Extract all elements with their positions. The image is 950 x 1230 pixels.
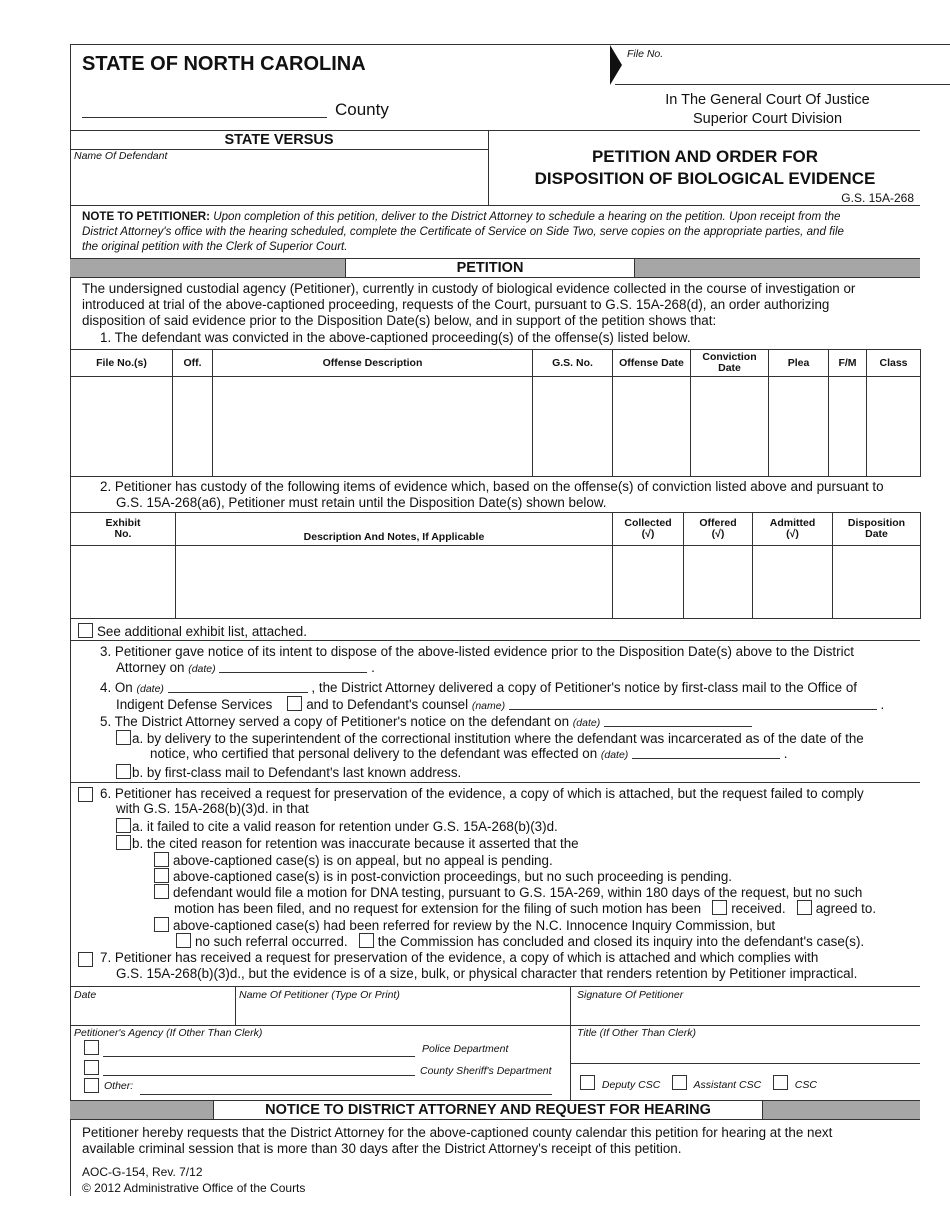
item-5b [116, 764, 461, 781]
date-label: Date [74, 989, 97, 1001]
text: above-captioned case(s) is in post-conviction proceedings, but no such proceeding is pending. [173, 869, 733, 884]
table-row[interactable] [71, 546, 921, 619]
text: defendant would file a motion for DNA testing, pursuant to G.S. 15A-269, within 180 days of the request, but no such [173, 885, 863, 900]
form-number: AOC-G-154, Rev. 7/12 [82, 1165, 203, 1179]
form-title [490, 146, 920, 190]
csc-label: CSC [794, 1079, 817, 1091]
item-7-line: 7. Petitioner has received a request for preservation of the evidence, a copy of which is attached and which complies with [100, 950, 819, 965]
col-offense-date: Offense Date [613, 350, 691, 377]
defendant-label: Name Of Defendant [74, 150, 168, 162]
received-checkbox[interactable] [712, 900, 727, 915]
personal-delivery-date-field[interactable] [632, 746, 780, 759]
col-conviction-date: Conviction Date [691, 350, 769, 377]
item-5a [116, 730, 864, 747]
note-line: District Attorney's office with the hearing scheduled, complete the Certificate of Service on Side Two, serve copies on the appropriate parties, and file [82, 225, 844, 238]
item-5-line [100, 714, 752, 731]
text: a. it failed to cite a valid reason for retention under G.S. 15A-268(b)(3)d. [132, 819, 558, 834]
text: the Commission has concluded and closed its inquiry into the defendant's case(s). [377, 934, 865, 949]
title-line-1: PETITION AND ORDER FOR [591, 147, 819, 166]
item-5a-line2 [150, 746, 788, 763]
additional-exhibit-checkbox[interactable] [78, 623, 93, 638]
date-label: (date) [188, 663, 216, 675]
state-title: STATE OF NORTH CAROLINA [82, 53, 366, 75]
sheriff-county-field[interactable] [103, 1075, 415, 1076]
text: notice, who certified that personal delivery to the defendant was effected on [150, 746, 598, 761]
agreed-checkbox[interactable] [797, 900, 812, 915]
text: motion has been filed, and no request for extension for the filing of such motion has been [174, 901, 702, 916]
reason-1 [154, 852, 553, 869]
petition-bar [70, 258, 920, 278]
reason-4-options [176, 933, 864, 950]
text: . [780, 746, 788, 761]
text: above-captioned case(s) is on appeal, but no appeal is pending. [173, 853, 553, 868]
item-6b [116, 835, 579, 852]
reason-2 [154, 868, 732, 885]
csc-checkbox[interactable] [773, 1075, 788, 1090]
county-label: County [335, 100, 389, 119]
additional-exhibit-label: See additional exhibit list, attached. [97, 624, 307, 639]
police-name-field[interactable] [103, 1056, 415, 1057]
text: , the District Attorney delivered a copy of Petitioner's notice by first-class mail to the Office of [311, 680, 858, 695]
item-6-line2: with G.S. 15A-268(b)(3)d. in that [116, 801, 309, 816]
text: Indigent Defense Services [116, 697, 273, 712]
copyright: © 2012 Administrative Office of the Courts [82, 1181, 306, 1195]
petitioner-name-label: Name Of Petitioner (Type Or Print) [239, 989, 400, 1001]
reason-4-checkbox[interactable] [154, 917, 169, 932]
defendant-name-field[interactable] [74, 165, 484, 203]
additional-exhibit-option[interactable] [78, 623, 307, 640]
text: Attorney on [116, 660, 185, 675]
reason-3-checkbox[interactable] [154, 884, 169, 899]
item-4-line [100, 680, 857, 697]
file-no-label: File No. [627, 48, 664, 60]
intro-line: introduced at trial of the above-captioned proceeding, requests of the Court, pursuant to G.S. 15A-268(d), an order authorizing [82, 297, 830, 312]
text: no such referral occurred. [195, 934, 348, 949]
other-agency-field[interactable] [140, 1094, 552, 1095]
no-referral-checkbox[interactable] [176, 933, 191, 948]
note-line: the original petition with the Clerk of Superior Court. [82, 240, 348, 253]
signature-label: Signature Of Petitioner [577, 989, 684, 1001]
delivery-date-field[interactable] [168, 680, 308, 693]
col-offense-description: Offense Description [213, 350, 533, 377]
text: b. the cited reason for retention was inaccurate because it asserted that the [132, 836, 579, 851]
item-6-checkbox[interactable] [78, 787, 93, 802]
col-fm: F/M [829, 350, 867, 377]
offense-table [70, 349, 921, 477]
item-4-line2 [116, 696, 884, 714]
col-class: Class [867, 350, 921, 377]
intro-line: disposition of said evidence prior to the Disposition Date(s) below, and in support of the petition shows that: [82, 313, 717, 328]
date-label: (date) [136, 683, 164, 695]
item-3-line: 3. Petitioner gave notice of its intent to dispose of the above-listed evidence prior to the Disposition Date(s) above to the District [100, 644, 855, 659]
col-off: Off. [173, 350, 213, 377]
reason-4 [154, 917, 775, 934]
text: and to Defendant's counsel [306, 697, 469, 712]
col-collected: Collected (√) [613, 513, 684, 546]
title-line-2: DISPOSITION OF BIOLOGICAL EVIDENCE [534, 169, 876, 188]
exhibit-table [70, 512, 921, 619]
date-label: (date) [600, 749, 629, 761]
item-2-line: G.S. 15A-268(a6), Petitioner must retain until the Disposition Date(s) shown below. [116, 495, 607, 510]
title-label: Title (If Other Than Clerk) [577, 1027, 696, 1039]
reason-1-checkbox[interactable] [154, 852, 169, 867]
intro-line: The undersigned custodial agency (Petitioner), currently in custody of biological evidence collected in the course of investigation or [82, 281, 856, 296]
text: above-captioned case(s) had been referred for review by the N.C. Innocence Inquiry Commission, but [173, 918, 776, 933]
col-admitted: Admitted (√) [753, 513, 833, 546]
col-file-no: File No.(s) [71, 350, 173, 377]
text: agreed to. [815, 901, 877, 916]
item-5b-checkbox[interactable] [116, 764, 131, 779]
commission-closed-checkbox[interactable] [359, 933, 374, 948]
item-1: 1. The defendant was convicted in the above-captioned proceeding(s) of the offense(s) listed below. [100, 330, 691, 345]
sheriff-label: County Sheriff's Department [420, 1065, 552, 1077]
date-label: (date) [572, 717, 601, 729]
state-versus: STATE VERSUS [224, 132, 334, 148]
text: 5. The District Attorney served a copy of Petitioner's notice on the defendant on [100, 714, 570, 729]
text: a. by delivery to the superintendent of the correctional institution where the defendant was incarcerated as of the date of the [132, 731, 864, 746]
item-7-checkbox[interactable] [78, 952, 93, 967]
indigent-defense-checkbox[interactable] [287, 696, 302, 711]
notice-heading: NOTICE TO DISTRICT ATTORNEY AND REQUEST FOR HEARING [213, 1101, 763, 1119]
notice-bar [70, 1100, 920, 1120]
police-checkbox[interactable] [84, 1040, 99, 1055]
court-name [620, 91, 915, 129]
notice-line: available criminal session that is more than 30 days after the District Attorney's receipt of this petition. [82, 1141, 682, 1156]
court-line-2: Superior Court Division [692, 111, 843, 127]
col-plea: Plea [769, 350, 829, 377]
file-arrow-icon [610, 45, 622, 85]
text: 4. On [100, 680, 133, 695]
served-date-field[interactable] [604, 714, 752, 727]
court-line-1: In The General Court Of Justice [665, 92, 870, 108]
reason-3 [154, 884, 862, 901]
agency-label: Petitioner's Agency (If Other Than Clerk) [74, 1027, 263, 1039]
col-offered: Offered (√) [684, 513, 753, 546]
text: . [876, 697, 885, 712]
item-6-line: 6. Petitioner has received a request for preservation of the evidence, a copy of which is attached, but the request failed to comply [100, 786, 864, 801]
police-label: Police Department [422, 1043, 509, 1055]
reason-3-line2 [174, 900, 876, 917]
item-6a-checkbox[interactable] [116, 818, 131, 833]
notice-line: Petitioner hereby requests that the District Attorney for the above-captioned county calendar this petition for hearing at the next [82, 1125, 833, 1140]
other-label: Other: [104, 1080, 134, 1092]
item-2-line: 2. Petitioner has custody of the following items of evidence which, based on the offense(s) of conviction listed above and pursuant to [100, 479, 884, 494]
reason-2-checkbox[interactable] [154, 868, 169, 883]
note-to-petitioner [82, 209, 844, 254]
county-field[interactable] [82, 117, 327, 118]
name-label: (name) [471, 700, 506, 712]
item-6b-checkbox[interactable] [116, 835, 131, 850]
col-disposition-date: Disposition Date [833, 513, 921, 546]
item-6a [116, 818, 558, 835]
assistant-csc-checkbox[interactable] [672, 1075, 687, 1090]
item-7-line2: G.S. 15A-268(b)(3)d., but the evidence is of a size, bulk, or physical character that renders retention by Petitioner impractical. [116, 966, 858, 981]
text: received. [731, 901, 786, 916]
col-description: Description And Notes, If Applicable [176, 513, 613, 546]
deputy-csc-checkbox[interactable] [580, 1075, 595, 1090]
note-line: Upon completion of this petition, deliver to the District Attorney to schedule a hearing on the petition. Upon receipt from the [213, 210, 841, 223]
col-exhibit-no: Exhibit No. [71, 513, 176, 546]
col-gs-no: G.S. No. [533, 350, 613, 377]
assistant-csc-label: Assistant CSC [693, 1079, 762, 1091]
notice-date-field[interactable] [219, 660, 367, 673]
counsel-name-field[interactable] [509, 697, 877, 710]
note-label: NOTE TO PETITIONER: [82, 210, 210, 223]
petition-heading: PETITION [345, 259, 635, 277]
table-row[interactable] [71, 377, 921, 477]
text: . [367, 660, 375, 675]
item-5a-checkbox[interactable] [116, 730, 131, 745]
other-checkbox[interactable] [84, 1078, 99, 1093]
text: b. by first-class mail to Defendant's last known address. [132, 765, 462, 780]
deputy-csc-label: Deputy CSC [601, 1079, 661, 1091]
clerk-title-options [580, 1075, 817, 1091]
statute-ref: G.S. 15A-268 [841, 191, 914, 205]
file-no-field[interactable] [615, 84, 950, 85]
item-3-line2 [116, 660, 375, 677]
sheriff-checkbox[interactable] [84, 1060, 99, 1075]
